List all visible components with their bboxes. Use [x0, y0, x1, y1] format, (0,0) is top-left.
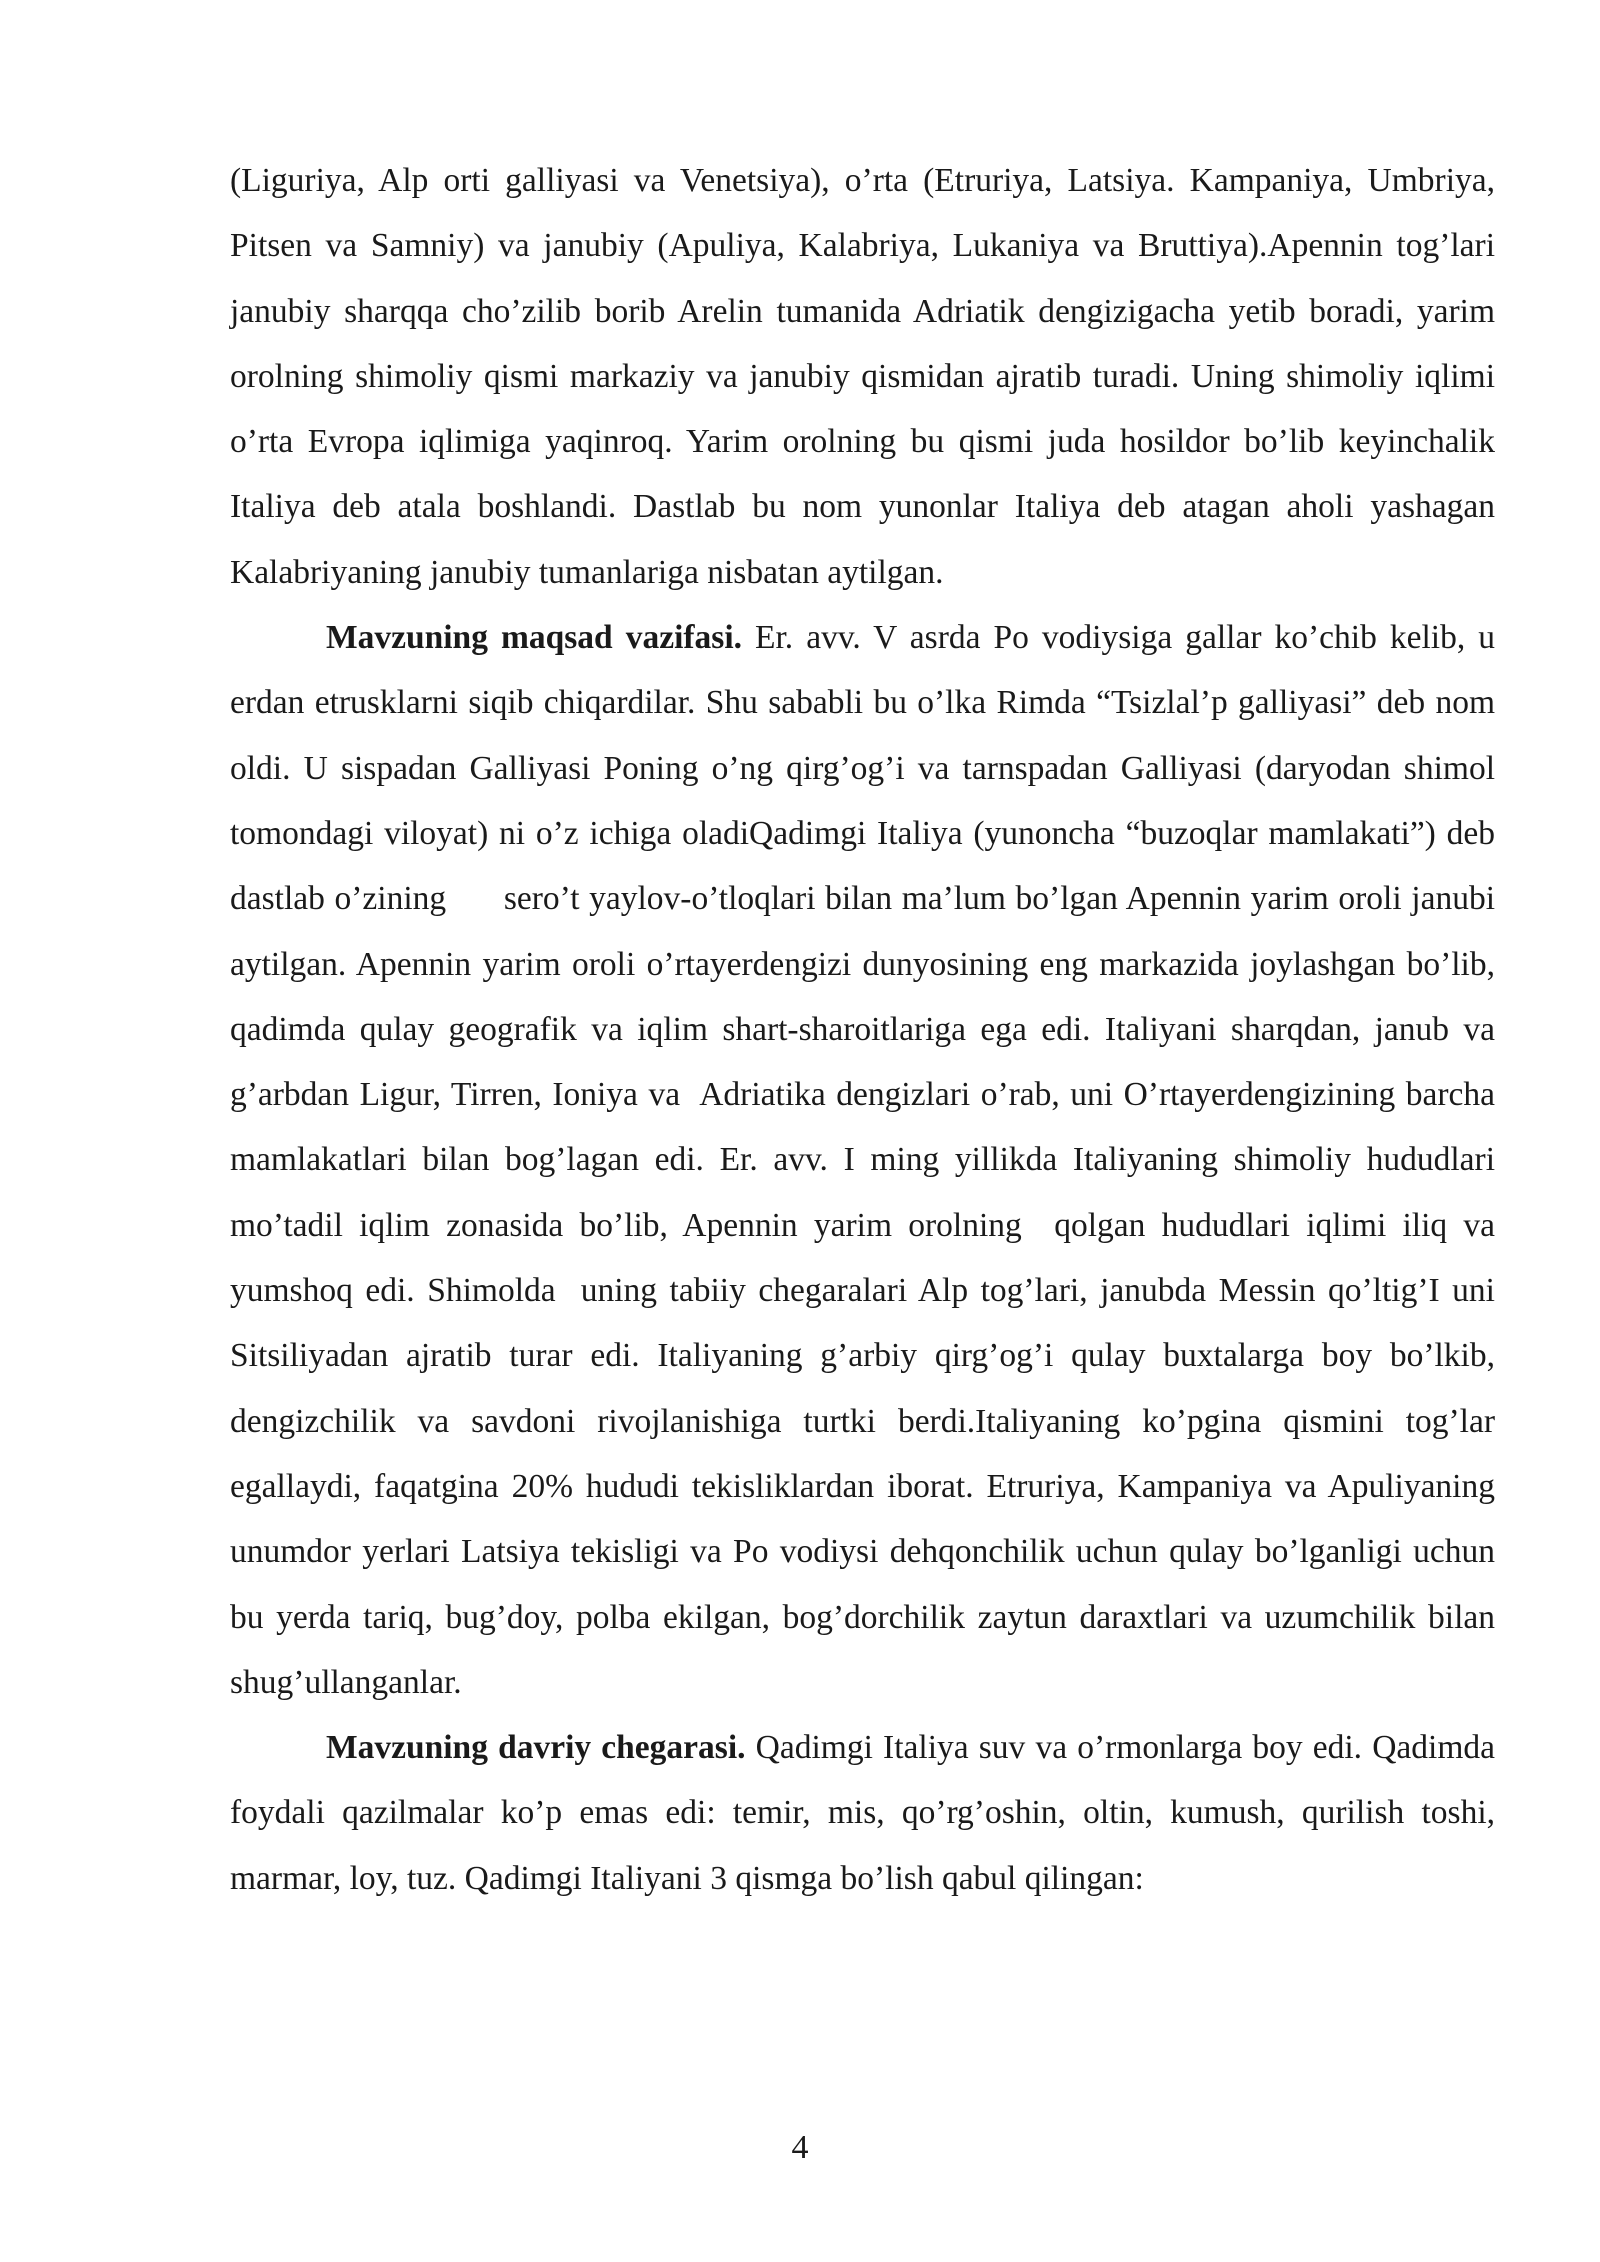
paragraph-continuation — [230, 148, 1495, 605]
section-heading-maqsad: Mavzuning maqsad vazifasi. — [326, 619, 742, 657]
page-number: 4 — [791, 2129, 809, 2166]
document-body — [230, 148, 1504, 1911]
paragraph-davriy-chegarasi — [230, 1715, 1495, 1911]
paragraph-maqsad-vazifasi — [230, 605, 1504, 1715]
paragraph-text: Er. avv. V asrda Po vodiysiga gallar ko’chib kelib, u erdan etrusklarni siqib chiqardilar. Shu sababli bu o’lka Rimda “Tsizlal’p galliyasi” deb nom oldi. U sispadan Galliyasi Poning o’ng qirg’og’i va tarnspadan Galliyasi (daryodan shimol tomondagi viloyat) ni o’z ichiga oladiQadimgi Italiya (yunoncha “buzoqlar mamlakati”) deb dastlab o’zining sero’t yaylov-o’tloqlari bilan ma’lum bo’lgan Apennin yarim oroli janubi aytilgan. Apennin yarim oroli o’rtayerdengizi dunyosining eng markazida joylashgan bo’lib, qadimda qulay geografik va iqlim shart-sharoitlariga ega edi. Italiyani sharqdan, janub va g’arbdan Ligur, Tirren, Ioniya va Adriatika dengizlari o’rab, uni O’rtayerdengizining barcha mamlakatlari bilan bog’lagan edi. Er. avv. I ming yillikda Italiyaning shimoliy hududlari mo’tadil iqlim zonasida bo’lib, Apennin yarim orolning qolgan hududlari iqlimi iliq va yumshoq edi. Shimolda uning tabiiy chegaralari Alp tog’lari, janubda Messin qo’ltig’I uni Sitsiliyadan ajratib turar edi. Italiyaning g’arbiy qirg’og’i qulay buxtalarga boy bo’lkib, dengizchilik va savdoni rivojlanishiga turtki berdi.Italiyaning ko’pgina qismini tog’lar egallaydi, faqatgina 20% hududi tekisliklardan iborat. Etruriya, Kampaniya va Apuliyaning unumdor yerlari Latsiya tekisligi va Po vodiysi dehqonchilik uchun qulay bo’lganligi uchun bu yerda tariq, bug’doy, polba ekilgan, bog’dorchilik zaytun daraxtlari va uzumchilik bilan shug’ullanganlar. — [230, 619, 1504, 1701]
paragraph-text: Qadimgi Italiya suv va o’rmonlarga boy edi. Qadimda foydali qazilmalar ko’p emas edi: temir, mis, qo’rg’oshin, oltin, kumush, qurilish toshi, marmar, loy, tuz. Qadimgi Italiyani 3 qismga bo’lish qabul qilingan: — [230, 1729, 1495, 1897]
paragraph-text: (Liguriya, Alp orti galliyasi va Venetsiya), o’rta (Etruriya, Latsiya. Kampaniya, Umbriya, Pitsen va Samniy) va janubiy (Apuliya, Kalabriya, Lukaniya va Bruttiya).Apennin tog’lari janubiy sharqqa cho’zilib borib Arelin tumanida Adriatik dengizigacha yetib boradi, yarim orolning shimoliy qismi markaziy va janubiy qismidan ajratib turadi. Uning shimoliy iqlimi o’rta Evropa iqlimiga yaqinroq. Yarim orolning bu qismi juda hosildor bo’lib keyinchalik Italiya deb atala boshlandi. Dastlab bu nom yunonlar Italiya deb atagan aholi yashagan Kalabriyaning janubiy tumanlariga nisbatan aytilgan. — [230, 162, 1495, 591]
section-heading-davriy: Mavzuning davriy chegarasi. — [326, 1729, 746, 1767]
